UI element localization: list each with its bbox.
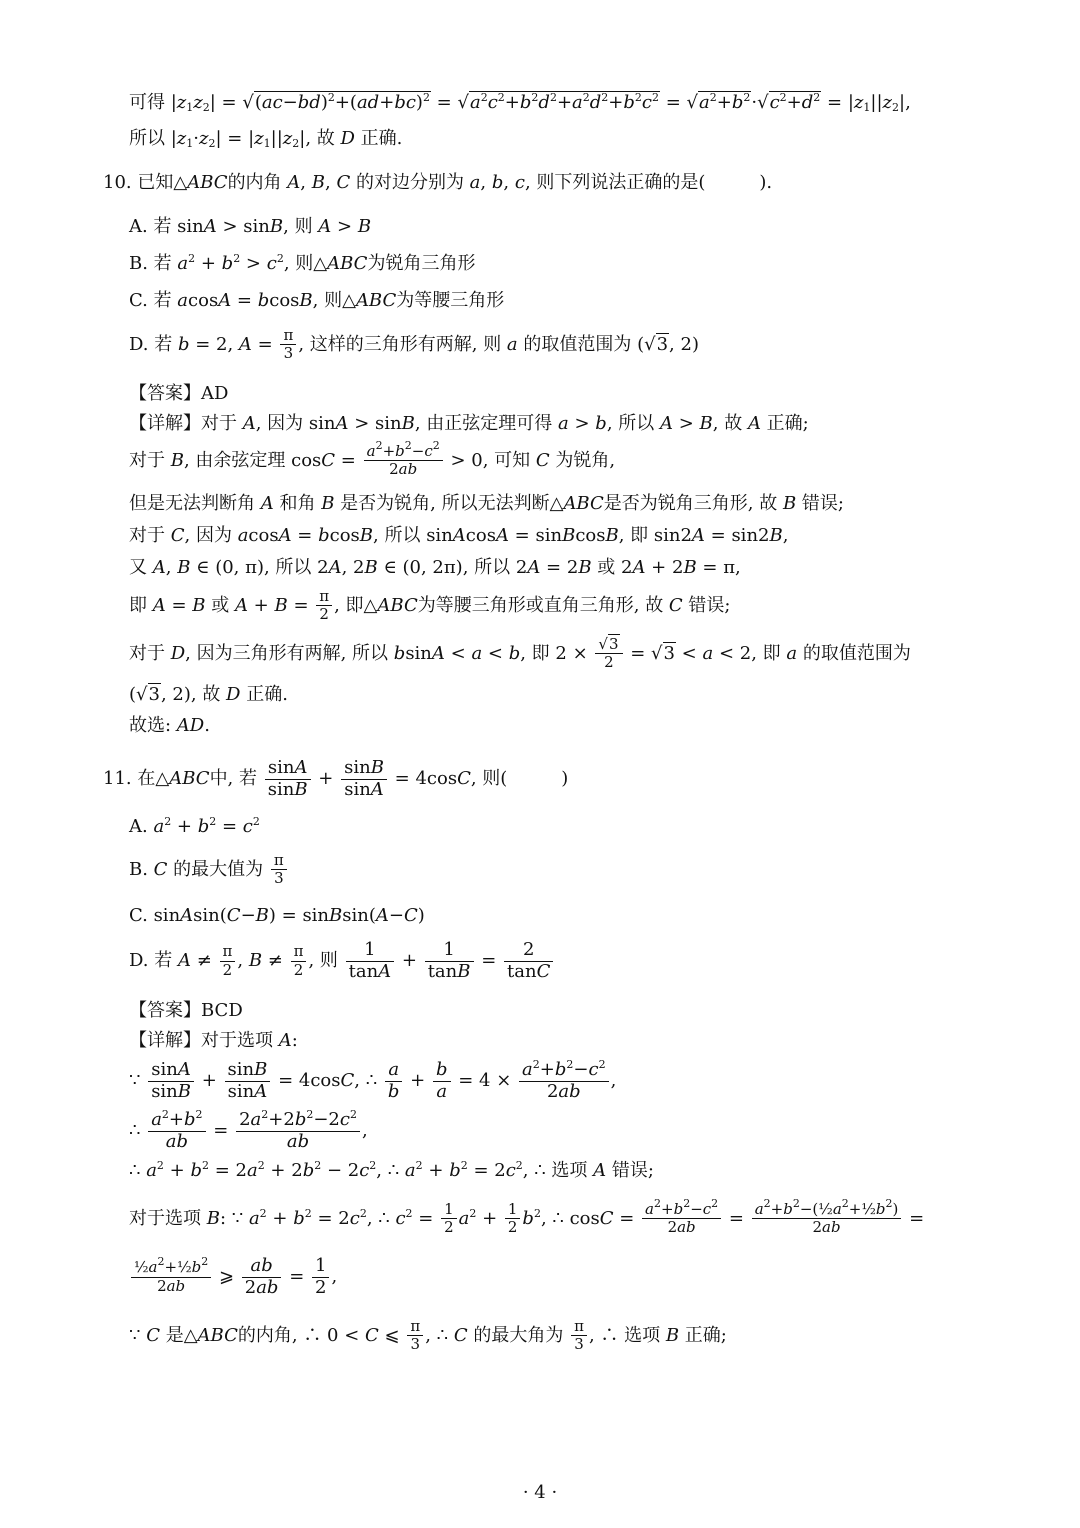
q10-option-d: D. 若 b = 2, A = $\frac{\pi}{3}$ , 这样的三角形有两解, 则 a 的取值范围为 (√3, 2) bbox=[129, 326, 699, 363]
question-11-stem: 11. 在△ABC中, 若 $\frac{\sin A}{\sin B}$ + $\frac{\sin B}{\sin A}$ = 4cosC, 则( ) bbox=[103, 757, 569, 800]
q11-option-a: A. $a^2 + b^2 = c^2$ bbox=[129, 815, 260, 837]
q11-option-b: B. C 的最大值为 $\frac{\pi}{3}$ bbox=[129, 852, 289, 888]
q10-answer: 【答案】AD bbox=[129, 383, 229, 404]
q10-detail-line-1: 【详解】对于 A, 因为 sinA > sinB, 由正弦定理可得 a > b, 所以 A > B, 故 A 正确; bbox=[129, 413, 809, 434]
q10-option-c: C. 若 acosA = bcosB, 则△ABC为等腰三角形 bbox=[129, 290, 505, 311]
q10-detail-line-8: (√3, 2), 故 D 正确. bbox=[129, 684, 288, 705]
question-10-number: 10. bbox=[103, 172, 132, 193]
q10-detail-line-6: 即 A = B 或 A + B = $\frac{\pi}{2}$ , 即△ABC为等腰三角形或直角三角形, 故 C 错误; bbox=[129, 587, 731, 624]
page-number: · 4 · bbox=[522, 1482, 558, 1503]
question-11-number: 11. bbox=[103, 768, 132, 790]
q10-detail-line-4: 对于 C, 因为 acosA = bcosB, 所以 sinAcosA = sinBcosB, 即 sin2A = sin2B, bbox=[129, 525, 789, 546]
q11-detail-line-4: ∴ $a^2 + b^2 = 2a^2 + 2b^2 - 2c^2$, ∴ $a^2 + b^2 = 2c^2$, ∴ 选项 A 错误; bbox=[129, 1159, 654, 1181]
q10-detail-line-2: 对于 B, 由余弦定理 cosC = $\frac{a^2+b^2-c^2}{2ab}$ > 0, 可知 C 为锐角, bbox=[129, 439, 616, 479]
q11-detail-line-6: $\frac{\frac{1}{2}a^2+\frac{1}{2}b^2}{2ab}$ ⩾ $\frac{ab}{2ab}$ = $\frac{1}{2}$ , bbox=[129, 1256, 337, 1298]
q10-detail-line-7: 对于 D, 因为三角形有两解, 所以 bsinA < a < b, 即 2 × $\frac{√3}{2}$ = √3 < a < 2, 即 a 的取值范围为 bbox=[129, 635, 911, 672]
q11-detail-line-7: ∵ C 是△ABC的内角, ∴ 0 < C ⩽ $\frac{\pi}{3}$ , ∴ C 的最大角为 $\frac{\pi}{3}$ , ∴ 选项 B 正确; bbox=[129, 1317, 727, 1354]
q11-option-c: C. sinAsin(C−B) = sinBsin(A−C) bbox=[129, 905, 425, 926]
q11-detail-line-3: ∴ $\frac{a^2+b^2}{ab}$ = $\frac{2a^2+2b^2-2c^2}{ab}$ , bbox=[129, 1108, 368, 1152]
prev-line-1: 可得 $|z_1z_2| = √(ac-bd)^2+(ad+bc)^2 = √a^2c^2+b^2d^2+a^2d^2+b^2c^2 = √a^2+b^2\cdot√c^2+d^2 = |z_1||z_2|$, bbox=[129, 91, 911, 114]
q10-option-b: B. 若 $a^2 + b^2 > c^2$, 则△ABC为锐角三角形 bbox=[129, 252, 476, 274]
question-10-stem: 10. 已知△ABC的内角 A, B, C 的对边分别为 a, b, c, 则下列说法正确的是( ). bbox=[103, 172, 773, 193]
q11-detail-line-2: ∵ $\frac{\sin A}{\sin B}$ + $\frac{\sin B}{\sin A}$ = 4cosC, ∴ $\frac{a}{b}$ + $\frac{b}{a}$ = 4 × $\frac{a^2+b^2-c^2}{2ab}$ , bbox=[129, 1058, 617, 1102]
prev-line-2: 所以 $|z_1\cdot z_2| = |z_1||z_2|$, 故 D 正确. bbox=[129, 128, 403, 150]
q11-detail-line-1: 【详解】对于选项 A: bbox=[129, 1030, 298, 1051]
q10-option-a: A. 若 sinA > sinB, 则 A > B bbox=[129, 216, 372, 237]
q11-answer: 【答案】BCD bbox=[129, 1000, 243, 1021]
q10-detail-line-3: 但是无法判断角 A 和角 B 是否为锐角, 所以无法判断△ABC是否为锐角三角形, 故 B 错误; bbox=[129, 493, 844, 514]
q11-detail-line-5: 对于选项 B: ∵ $a^2 + b^2 = 2c^2$, ∴ $c^2$ = $\frac{1}{2}$ $a^2$ + $\frac{1}{2}$ $b^2$, ∴ cosC = $\frac{a^2+b^2-c^2}{2ab}$ = $\frac{a^2+b^2-(\frac{1}{2}a^2+\frac{1}{2}b^2)}{2ab}$ = bbox=[129, 1197, 925, 1237]
q10-detail-line-5: 又 A, B ∈ (0, π), 所以 2A, 2B ∈ (0, 2π), 所以 2A = 2B 或 2A + 2B = π, bbox=[129, 557, 741, 578]
q10-detail-line-9: 故选: AD. bbox=[129, 715, 210, 736]
q11-option-d: D. 若 A ≠ $\frac{\pi}{2}$ , B ≠ $\frac{\pi}{2}$ , 则 $\frac{1}{\tan A}$ + $\frac{1}{\tan B}$ = $\frac{2}{\tan C}$ bbox=[129, 940, 555, 982]
